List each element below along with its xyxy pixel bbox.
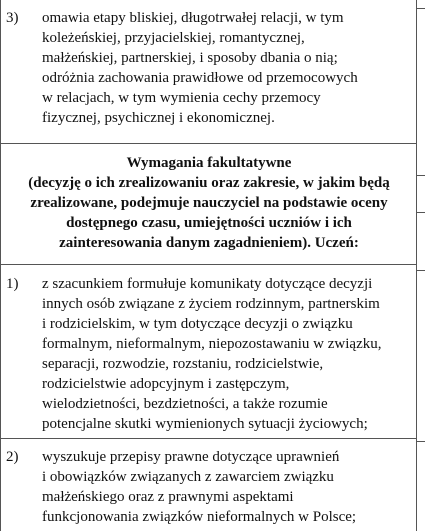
item-text-line: funkcjonowania związków nieformalnych w Polsce; [42, 509, 357, 525]
row-divider [0, 264, 417, 265]
item-text-line: koleżeńskiej, przyjacielskiej, romantycznej, [42, 30, 305, 46]
section-heading-line: Wymagania fakultatywne [126, 155, 292, 171]
item-text-line: innych osób związane z życiem rodzinnym, partnerskim [42, 296, 380, 312]
row-divider [0, 143, 417, 144]
item-text-line: małżeńskiego oraz z prawnymi aspektami [42, 489, 294, 505]
right-edge-tick [417, 441, 425, 442]
right-edge-tick [417, 175, 425, 176]
section-heading-line: zainteresowania danym zagadnieniem). Uczeń: [59, 235, 359, 251]
right-edge-tick [417, 270, 425, 271]
item-text [42, 8, 414, 128]
item-text-line: rodzicielstwie adopcyjnym i zastępczym, [42, 376, 290, 392]
section-heading-line: (decyzję o ich zrealizowaniu oraz zakresie, w jakim będą [28, 175, 390, 191]
item-number: 2) [6, 449, 19, 465]
table-left-border [0, 0, 1, 531]
item-text-line: odróżnia zachowania prawidłowe od przemocowych [42, 70, 358, 86]
item-text-line: z szacunkiem formułuje komunikaty dotyczące decyzji [42, 276, 373, 292]
item-text-line: i obowiązków związanych z zawarciem związku [42, 469, 334, 485]
item-text-line: małżeńskiej, partnerskiej, i sposoby dbania o nią; [42, 50, 338, 66]
item-text-line: potencjalne skutki wymienionych sytuacji życiowych; [42, 416, 368, 432]
item-text-line: fizycznej, psychicznej i ekonomicznej. [42, 110, 275, 126]
item-text-line: separacji, rozwodzie, rozstaniu, rodzicielstwie, [42, 356, 324, 372]
item-text-line: formalnym, nieformalnym, niepozostawaniu w związku, [42, 336, 382, 352]
right-edge-tick [417, 8, 425, 9]
item-text [42, 447, 414, 527]
item-text-line: i rodzicielskim, w tym dotyczące decyzji o związku [42, 316, 353, 332]
item-number: 1) [6, 276, 19, 292]
section-heading-line: zrealizowane, podejmuje nauczyciel na podstawie oceny [30, 195, 388, 211]
item-text-line: w relacjach, w tym wymienia cechy przemocy [42, 90, 321, 106]
section-heading-line: dostępnego czasu, umiejętności uczniów i ich [66, 215, 352, 231]
right-edge-tick [417, 212, 425, 213]
item-text-line: wyszukuje przepisy prawne dotyczące uprawnień [42, 449, 340, 465]
item-text-line: omawia etapy bliskiej, długotrwałej relacji, w tym [42, 10, 344, 26]
table-right-border [416, 0, 417, 531]
item-number: 3) [6, 10, 19, 26]
item-text-line: wielodzietności, bezdzietności, a także rozumie [42, 396, 328, 412]
section-heading [6, 153, 412, 253]
row-divider [0, 438, 417, 439]
item-text [42, 274, 414, 434]
